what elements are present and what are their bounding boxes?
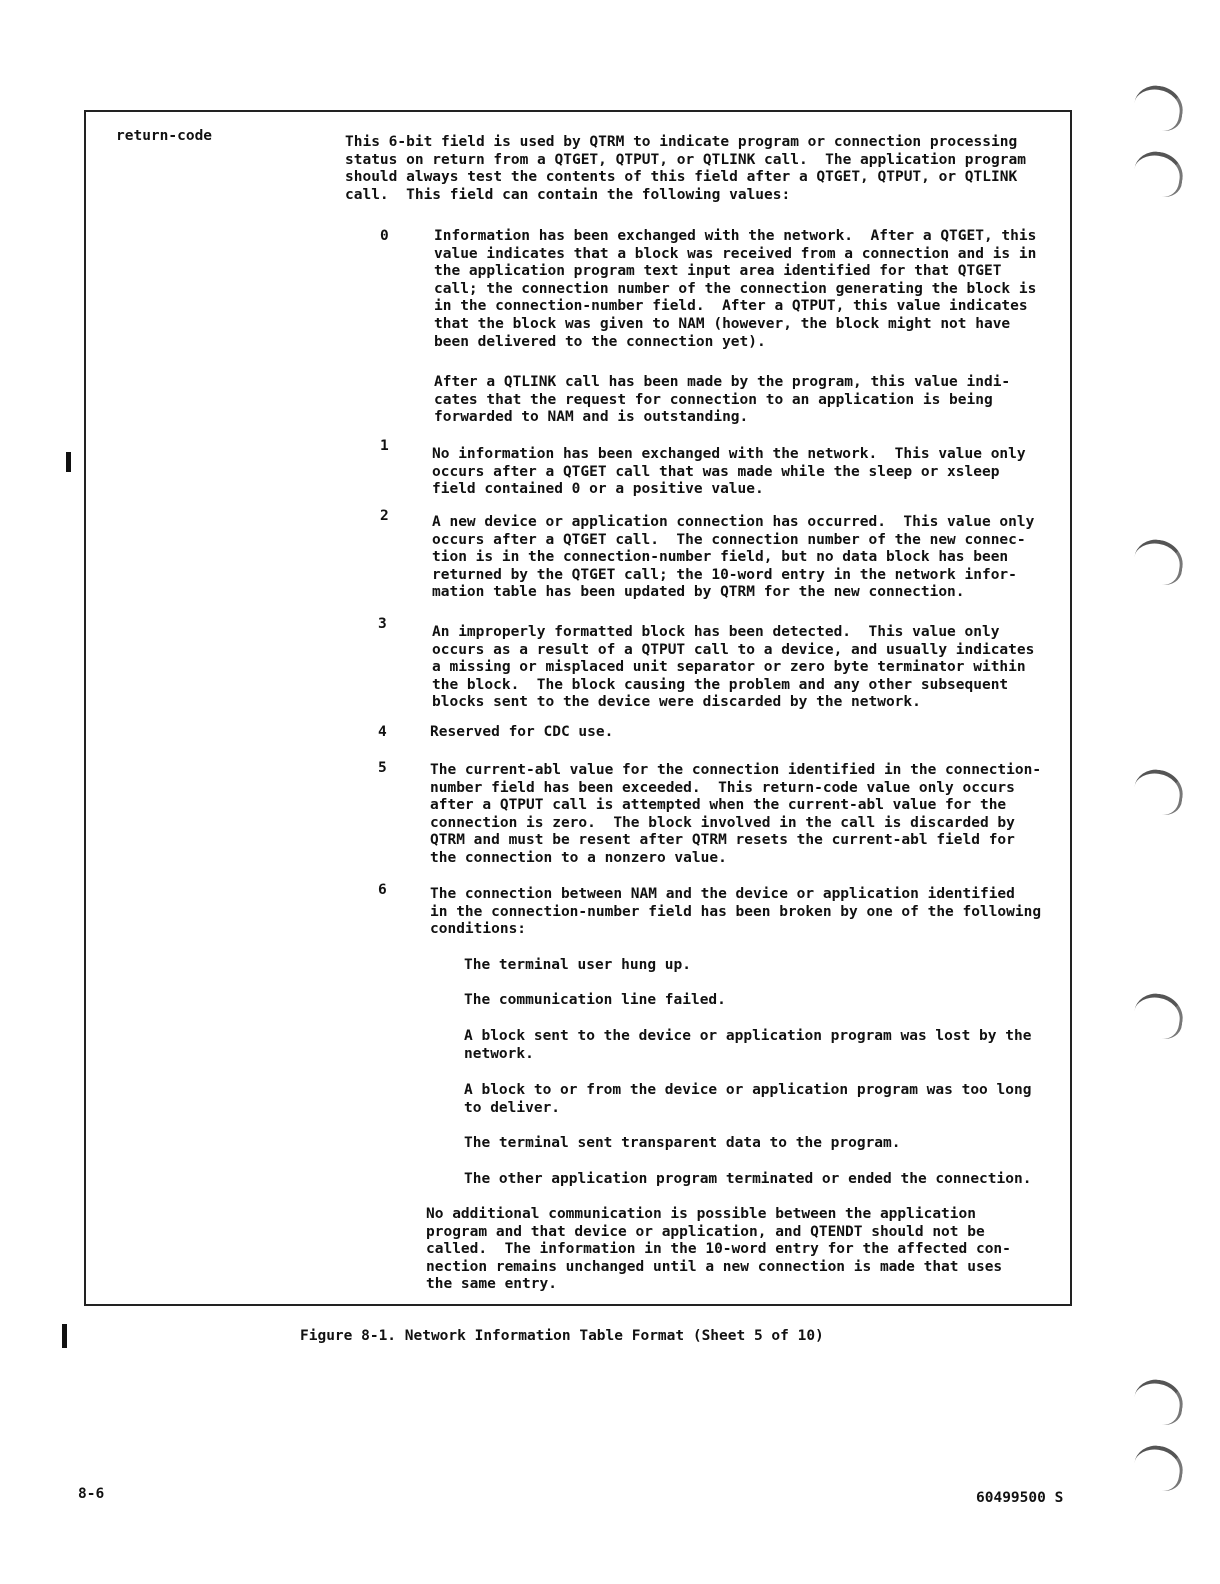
condition-item: The terminal sent transparent data to the program. xyxy=(464,1135,901,1151)
value-text-0: Information has been exchanged with the network. After a QTGET, this value indicates that a block was received from a connection and is in the application program text input area identified for that QTGET call; the connection number of the connection generating the block is in the connection-number field. After a QTPUT, this value indicates that the block was given to NAM (however, the block might not have been delivered to the connection yet). xyxy=(434,228,1037,350)
condition-item: A block to or from the device or application program was too long to deliver. xyxy=(464,1082,1032,1116)
value-text-1: No information has been exchanged with the network. This value only occurs after a QTGET call that was made while the sleep or xsleep field contained 0 or a positive value. xyxy=(432,446,1026,498)
condition-item: The other application program terminated or ended the connection. xyxy=(464,1171,1032,1187)
document-number: 60499500 S xyxy=(976,1490,1064,1506)
change-bar xyxy=(62,1324,67,1348)
condition-item: The communication line failed. xyxy=(464,992,726,1008)
value-text-0-extra: After a QTLINK call has been made by the program, this value indi- cates that the request for connection to an application is being forwarded to NAM and is outstanding. xyxy=(434,374,1011,426)
figure-frame xyxy=(84,110,1072,1306)
condition-item: The terminal user hung up. xyxy=(464,957,691,973)
value-code-4: 4 xyxy=(378,724,387,740)
value-text-4: Reserved for CDC use. xyxy=(430,724,614,740)
binder-ring-mark xyxy=(1131,1443,1186,1493)
value-code-3: 3 xyxy=(378,616,387,632)
value-code-2: 2 xyxy=(380,508,389,524)
field-name-label: return-code xyxy=(116,128,213,144)
value-code-0: 0 xyxy=(380,228,389,244)
value-code-1: 1 xyxy=(380,438,389,454)
binder-ring-mark xyxy=(1131,991,1186,1041)
binder-ring-mark xyxy=(1131,537,1186,587)
page-number: 8-6 xyxy=(78,1486,105,1502)
condition-item: A block sent to the device or application program was lost by the network. xyxy=(464,1028,1032,1062)
value-text-2: A new device or application connection has occurred. This value only occurs after a QTGET call. The connection number of the new connec- tion is in the connection-number field, but no data block has been returned by the QTGET call; the 10-word entry in the network infor- mation table has been updated by QTRM for the new connection. xyxy=(432,514,1035,601)
binder-ring-mark xyxy=(1131,1377,1186,1427)
binder-ring-mark xyxy=(1131,767,1186,817)
value-text-5: The current-abl value for the connection identified in the connection- number field has been exceeded. This return-code value only occurs after a QTPUT call is attempted when the current-abl value for the connection is zero. The block involved in the call is discarded by QTRM and must be resent after QTRM resets the current-abl field for the connection to a nonzero value. xyxy=(430,762,1042,866)
binder-ring-mark xyxy=(1131,149,1186,199)
closing-paragraph: No additional communication is possible between the application program and that device or application, and QTENDT should not be called. The information in the 10-word entry for the affected con- nection remains unchanged until a new connection is made that uses the same entry. xyxy=(426,1206,1011,1293)
value-text-6: The connection between NAM and the device or application identified in the connection-number field has been broken by one of the following conditions: xyxy=(430,886,1042,938)
value-code-5: 5 xyxy=(378,760,387,776)
value-text-3: An improperly formatted block has been detected. This value only occurs as a result of a QTPUT call to a device, and usually indicates a missing or misplaced unit separator or zero byte terminator within the block. The block causing the problem and any other subsequent blocks sent to the device were discarded by the network. xyxy=(432,624,1035,711)
binder-ring-mark xyxy=(1131,83,1186,133)
intro-paragraph: This 6-bit field is used by QTRM to indicate program or connection processing status on return from a QTGET, QTPUT, or QTLINK call. The application program should always test the contents of this field after a QTGET, QTPUT, or QTLINK call. This field can contain the following values: xyxy=(345,134,1026,203)
value-code-6: 6 xyxy=(378,882,387,898)
change-bar xyxy=(66,452,71,472)
figure-caption: Figure 8-1. Network Information Table Format (Sheet 5 of 10) xyxy=(300,1328,824,1344)
